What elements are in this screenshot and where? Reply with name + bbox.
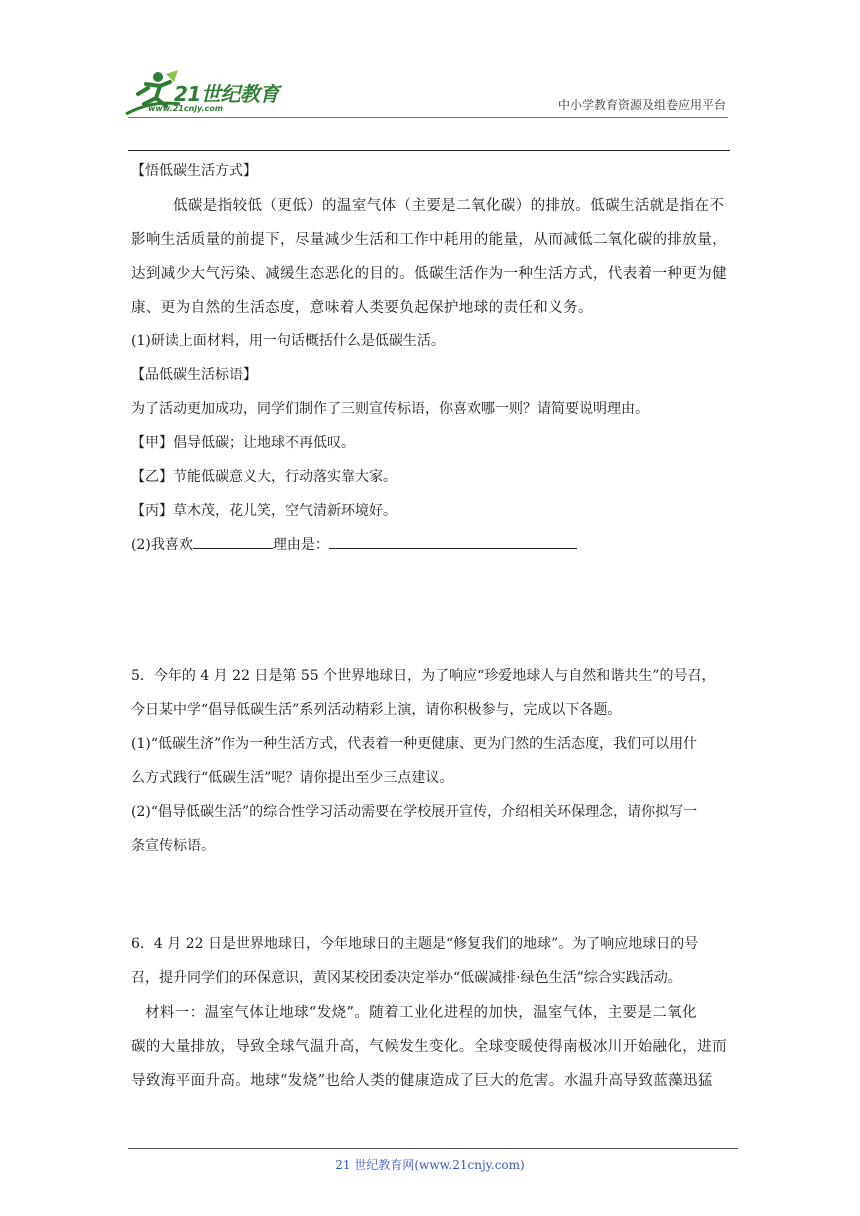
answer-blank-reason[interactable] [329,534,577,549]
slogan-intro: 为了活动更加成功，同学们制作了三则宣传标语，你喜欢哪一则？请简要说明理由。 [131,401,649,417]
material-line: 导致海平面升高。地球“发烧”也给人类的健康造成了巨大的危害。水温升高导致蓝藻迅猛 [131,1073,713,1089]
footer-divider [128,1148,738,1149]
q5-line: 条宣传标语。 [131,838,215,854]
question-2-prefix: (2)我喜欢 [131,537,193,553]
q5-line: (2)“倡导低碳生活”的综合性学习活动需要在学校展开宣传，介绍相关环保理念，请你拟写一 [131,804,698,820]
logo-title: 21世纪教育 [174,82,279,106]
q6-line: 召，提升同学们的环保意识，黄冈某校团委决定举办“低碳减排·绿色生活”综合实践活动。 [131,970,682,986]
paragraph-line: 达到减少大气污染、减缓生态恶化的目的。低碳生活作为一种生活方式，代表着一种更为健 [131,266,727,282]
paragraph-line: 低碳是指较低（更低）的温室气体（主要是二氧化碳）的排放。低碳生活就是指在不 [173,198,725,214]
q5-line: 5．今年的 4 月 22 日是第 55 个世界地球日，为了响应“珍爱地球人与自然和谐共生”的号召， [131,668,716,684]
header-divider [128,117,728,118]
platform-label: 中小学教育资源及组卷应用平台 [557,98,726,112]
material-line: 碳的大量排放，导致全球气温升高，气候发生变化。全球变暖使得南极冰川开始融化，进而 [131,1039,727,1055]
q6-line: 6．4 月 22 日是世界地球日，今年地球日的主题是“修复我们的地球”。为了响应地球日的号 [131,936,699,952]
answer-blank-choice[interactable] [193,534,273,549]
footer-link[interactable]: 21 世纪教育网(www.21cnjy.com) [335,1158,525,1172]
site-logo[interactable] [122,70,292,122]
question-2-reason-label: 理由是： [272,537,329,553]
slogan-option-bing: 【丙】草木茂，花儿笑，空气清新环境好。 [131,503,397,519]
section-heading-slogans: 【品低碳生活标语】 [131,367,257,383]
question-1: (1)研读上面材料，用一句话概括什么是低碳生活。 [131,333,445,349]
q5-line: (1)“低碳生济”作为一种生活方式，代表着一种更健康、更为门然的生活态度，我们可以用什 [131,736,698,752]
page-header [0,0,860,150]
question-2 [131,534,577,554]
q5-line: 么方式践行“低碳生活”呢？请你提出至少三点建议。 [131,770,454,786]
material-line: 材料一：温室气体让地球“发烧”。随着工业化进程的加快，温室气体，主要是二氧化 [145,1005,698,1021]
runner-logo-icon [122,70,182,122]
paragraph-line: 康、更为自然的生活态度，意味着人类要负起保护地球的责任和义务。 [131,300,593,316]
content-top-divider [128,150,730,151]
paragraph-line: 影响生活质量的前提下，尽量减少生活和工作中耗用的能量，从而减低二氧化碳的排放量， [131,232,727,248]
logo-url: www.21cnjy.com [148,104,224,113]
q5-line: 今日某中学“倡导低碳生活”系列活动精彩上演，请你积极参与，完成以下各题。 [131,702,622,718]
slogan-option-yi: 【乙】节能低碳意义大，行动落实靠大家。 [131,469,397,485]
section-heading-lifestyle: 【悟低碳生活方式】 [131,163,257,179]
slogan-option-jia: 【甲】倡导低碳；让地球不再低叹。 [131,435,355,451]
